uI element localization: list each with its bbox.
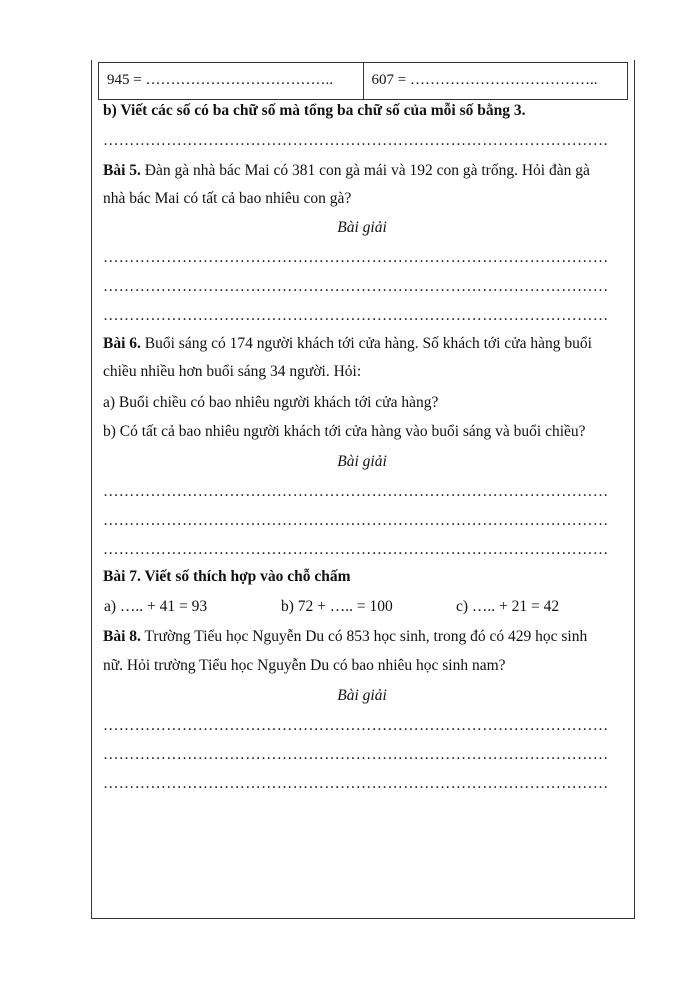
answer-line: …………………………………………………………………………………… [103, 249, 609, 266]
answer-line: …………………………………………………………………………………… [103, 483, 609, 500]
bai7-item-c: c) ….. + 21 = 42 [456, 598, 560, 615]
bai8-text1: Trường Tiểu học Nguyễn Du có 853 học sinh, trong đó có 429 học sinh [140, 628, 588, 645]
answer-line: …………………………………………………………………………………… [103, 775, 609, 792]
answer-line: …………………………………………………………………………………… [103, 278, 609, 295]
bai7-item-b: b) 72 + ….. = 100 [281, 598, 393, 615]
bai6-question-b: b) Có tất cả bao nhiêu người khách tới cửa hàng vào buổi sáng và buổi chiều? [103, 423, 586, 440]
conversion-table [98, 62, 628, 100]
answer-line: …………………………………………………………………………………… [103, 746, 609, 763]
bai8-line1 [103, 627, 627, 647]
bai8-line2: nữ. Hỏi trường Tiểu học Nguyễn Du có bao nhiêu học sinh nam? [103, 657, 506, 674]
bai5-solution-label: Bài giải [337, 219, 387, 236]
bai8-solution-label: Bài giải [337, 687, 387, 704]
bai5-line2: nhà bác Mai có tất cả bao nhiêu con gà? [103, 190, 352, 207]
bai6-line2: chiều nhiều hơn buổi sáng 34 người. Hỏi: [103, 363, 362, 380]
bai5-line1 [103, 161, 627, 181]
bai7-item-a: a) ….. + 41 = 93 [104, 598, 208, 615]
bai5-text1: Đàn gà nhà bác Mai có 381 con gà mái và 192 con gà trống. Hỏi đàn gà [140, 162, 590, 179]
bai6-question-a: a) Buổi chiều có bao nhiêu người khách tới cửa hàng? [103, 394, 439, 411]
bai6-title: Bài 6. [103, 335, 141, 352]
answer-line: …………………………………………………………………………………… [103, 717, 609, 734]
answer-line: …………………………………………………………………………………… [103, 541, 609, 558]
table-cell-945: 945 = ……………………………….. [107, 72, 333, 88]
part-b-prompt: b) Viết các số có ba chữ số mà tổng ba chữ số của mỗi số bằng 3. [103, 102, 526, 119]
bai6-solution-label: Bài giải [337, 453, 387, 470]
bai6-text1: Buổi sáng có 174 người khách tới cửa hàng. Số khách tới cửa hàng buổi [140, 335, 592, 352]
bai6-line1 [103, 334, 627, 354]
bai7-title: Bài 7. Viết số thích hợp vào chỗ chấm [103, 568, 351, 585]
answer-line: …………………………………………………………………………………… [103, 307, 609, 324]
bai5-title: Bài 5. [103, 162, 141, 179]
answer-line: …………………………………………………………………………………… [103, 132, 609, 149]
table-cell-607: 607 = ……………………………….. [363, 63, 628, 99]
answer-line: …………………………………………………………………………………… [103, 512, 609, 529]
bai8-title: Bài 8. [103, 628, 141, 645]
